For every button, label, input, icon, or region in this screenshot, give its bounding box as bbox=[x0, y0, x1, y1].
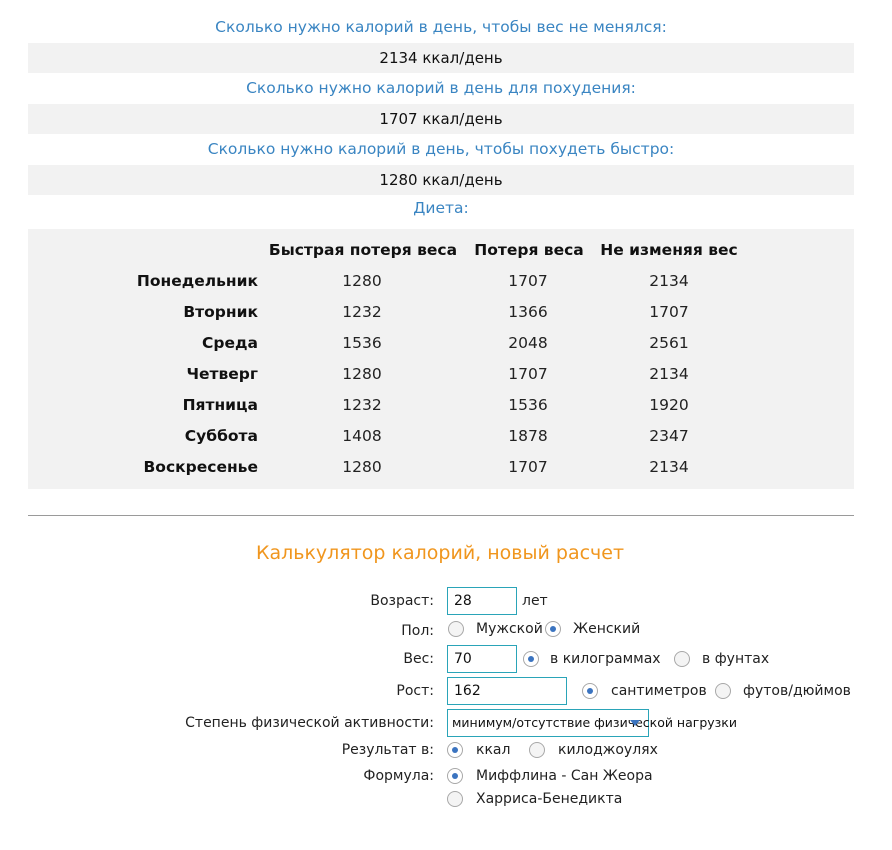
formula-mifflin-label[interactable]: Миффлина - Сан Жеора bbox=[476, 768, 653, 784]
formula-label: Формула: bbox=[363, 768, 434, 784]
diet-cell: 1280 bbox=[342, 365, 382, 383]
sex-female-radio[interactable] bbox=[545, 621, 561, 637]
results-section bbox=[28, 0, 854, 221]
diet-day: Четверг bbox=[186, 365, 258, 383]
weight-kg-label[interactable]: в килограммах bbox=[550, 651, 661, 667]
weight-label: Вес: bbox=[403, 651, 434, 667]
result-kcal-radio[interactable] bbox=[447, 742, 463, 758]
result-value-fast-loss: 1280 ккал/день bbox=[28, 165, 854, 195]
weight-lb-radio[interactable] bbox=[674, 651, 690, 667]
diet-day: Среда bbox=[202, 334, 258, 352]
diet-cell: 1280 bbox=[342, 458, 382, 476]
height-cm-radio[interactable] bbox=[582, 683, 598, 699]
calculator-title: Калькулятор калорий, новый расчет bbox=[255, 542, 625, 564]
diet-header-maintain: Не изменяя вес bbox=[600, 241, 738, 259]
diet-header-row bbox=[28, 235, 854, 266]
result-label-fast-loss: Сколько нужно калорий в день, чтобы похудеть быстро: bbox=[207, 140, 675, 158]
sex-label: Пол: bbox=[401, 623, 434, 639]
age-input[interactable]: 28 bbox=[447, 587, 517, 615]
diet-cell: 1232 bbox=[342, 303, 382, 321]
sex-male-label[interactable]: Мужской bbox=[476, 621, 543, 637]
diet-cell: 1536 bbox=[342, 334, 382, 352]
height-ft-label[interactable]: футов/дюймов bbox=[743, 683, 851, 699]
sex-female-label[interactable]: Женский bbox=[573, 621, 641, 637]
height-label: Рост: bbox=[396, 683, 434, 699]
result-kcal-label[interactable]: ккал bbox=[476, 742, 511, 758]
result-in-label: Результат в: bbox=[341, 742, 434, 758]
diet-cell: 1232 bbox=[342, 396, 382, 414]
weight-lb-label[interactable]: в фунтах bbox=[702, 651, 770, 667]
diet-cell: 1707 bbox=[508, 272, 548, 290]
diet-day: Понедельник bbox=[136, 272, 258, 290]
diet-cell: 1408 bbox=[342, 427, 382, 445]
diet-day: Вторник bbox=[183, 303, 258, 321]
sex-male-radio[interactable] bbox=[448, 621, 464, 637]
diet-header-fast: Быстрая потеря веса bbox=[268, 241, 458, 259]
diet-cell: 1707 bbox=[508, 365, 548, 383]
activity-select-value: минимум/отсутствие физической нагрузки bbox=[452, 715, 737, 730]
diet-row bbox=[28, 297, 854, 328]
diet-cell: 1536 bbox=[508, 396, 548, 414]
formula-mifflin-radio[interactable] bbox=[447, 768, 463, 784]
diet-row bbox=[28, 421, 854, 452]
diet-day: Пятница bbox=[182, 396, 258, 414]
diet-cell: 2561 bbox=[649, 334, 689, 352]
result-kj-label[interactable]: килоджоулях bbox=[558, 742, 658, 758]
diet-cell: 1366 bbox=[508, 303, 548, 321]
diet-cell: 1920 bbox=[649, 396, 689, 414]
section-divider bbox=[28, 515, 854, 516]
diet-cell: 2347 bbox=[649, 427, 689, 445]
diet-cell: 2134 bbox=[649, 458, 689, 476]
diet-cell: 2134 bbox=[649, 272, 689, 290]
age-label: Возраст: bbox=[370, 593, 434, 609]
diet-day: Воскресенье bbox=[143, 458, 258, 476]
activity-label: Степень физической активности: bbox=[185, 715, 434, 731]
diet-cell: 1707 bbox=[508, 458, 548, 476]
activity-select[interactable] bbox=[447, 709, 737, 737]
diet-table bbox=[28, 229, 854, 489]
diet-header-loss: Потеря веса bbox=[474, 241, 584, 259]
age-unit: лет bbox=[522, 593, 548, 609]
weight-input[interactable]: 70 bbox=[447, 645, 517, 673]
result-value-loss: 1707 ккал/день bbox=[28, 104, 854, 134]
formula-harris-label[interactable]: Харриса-Бенедикта bbox=[476, 791, 623, 807]
height-input[interactable]: 162 bbox=[447, 677, 567, 705]
result-value-maintain: 2134 ккал/день bbox=[28, 43, 854, 73]
weight-kg-radio[interactable] bbox=[523, 651, 539, 667]
height-ft-radio[interactable] bbox=[715, 683, 731, 699]
diet-label: Диета: bbox=[413, 199, 469, 217]
diet-cell: 1878 bbox=[508, 427, 548, 445]
diet-day: Суббота bbox=[184, 427, 258, 445]
result-label-maintain: Сколько нужно калорий в день, чтобы вес не менялся: bbox=[215, 18, 667, 36]
formula-harris-radio[interactable] bbox=[447, 791, 463, 807]
result-label-loss: Сколько нужно калорий в день для похудения: bbox=[246, 79, 636, 97]
diet-cell: 2048 bbox=[508, 334, 548, 352]
diet-cell: 2134 bbox=[649, 365, 689, 383]
height-cm-label[interactable]: сантиметров bbox=[611, 683, 707, 699]
result-kj-radio[interactable] bbox=[529, 742, 545, 758]
diet-cell: 1707 bbox=[649, 303, 689, 321]
diet-row bbox=[28, 390, 854, 421]
diet-row bbox=[28, 328, 854, 359]
diet-cell: 1280 bbox=[342, 272, 382, 290]
diet-row bbox=[28, 452, 854, 483]
diet-row bbox=[28, 359, 854, 390]
diet-row bbox=[28, 266, 854, 297]
chevron-down-icon[interactable] bbox=[630, 720, 640, 726]
